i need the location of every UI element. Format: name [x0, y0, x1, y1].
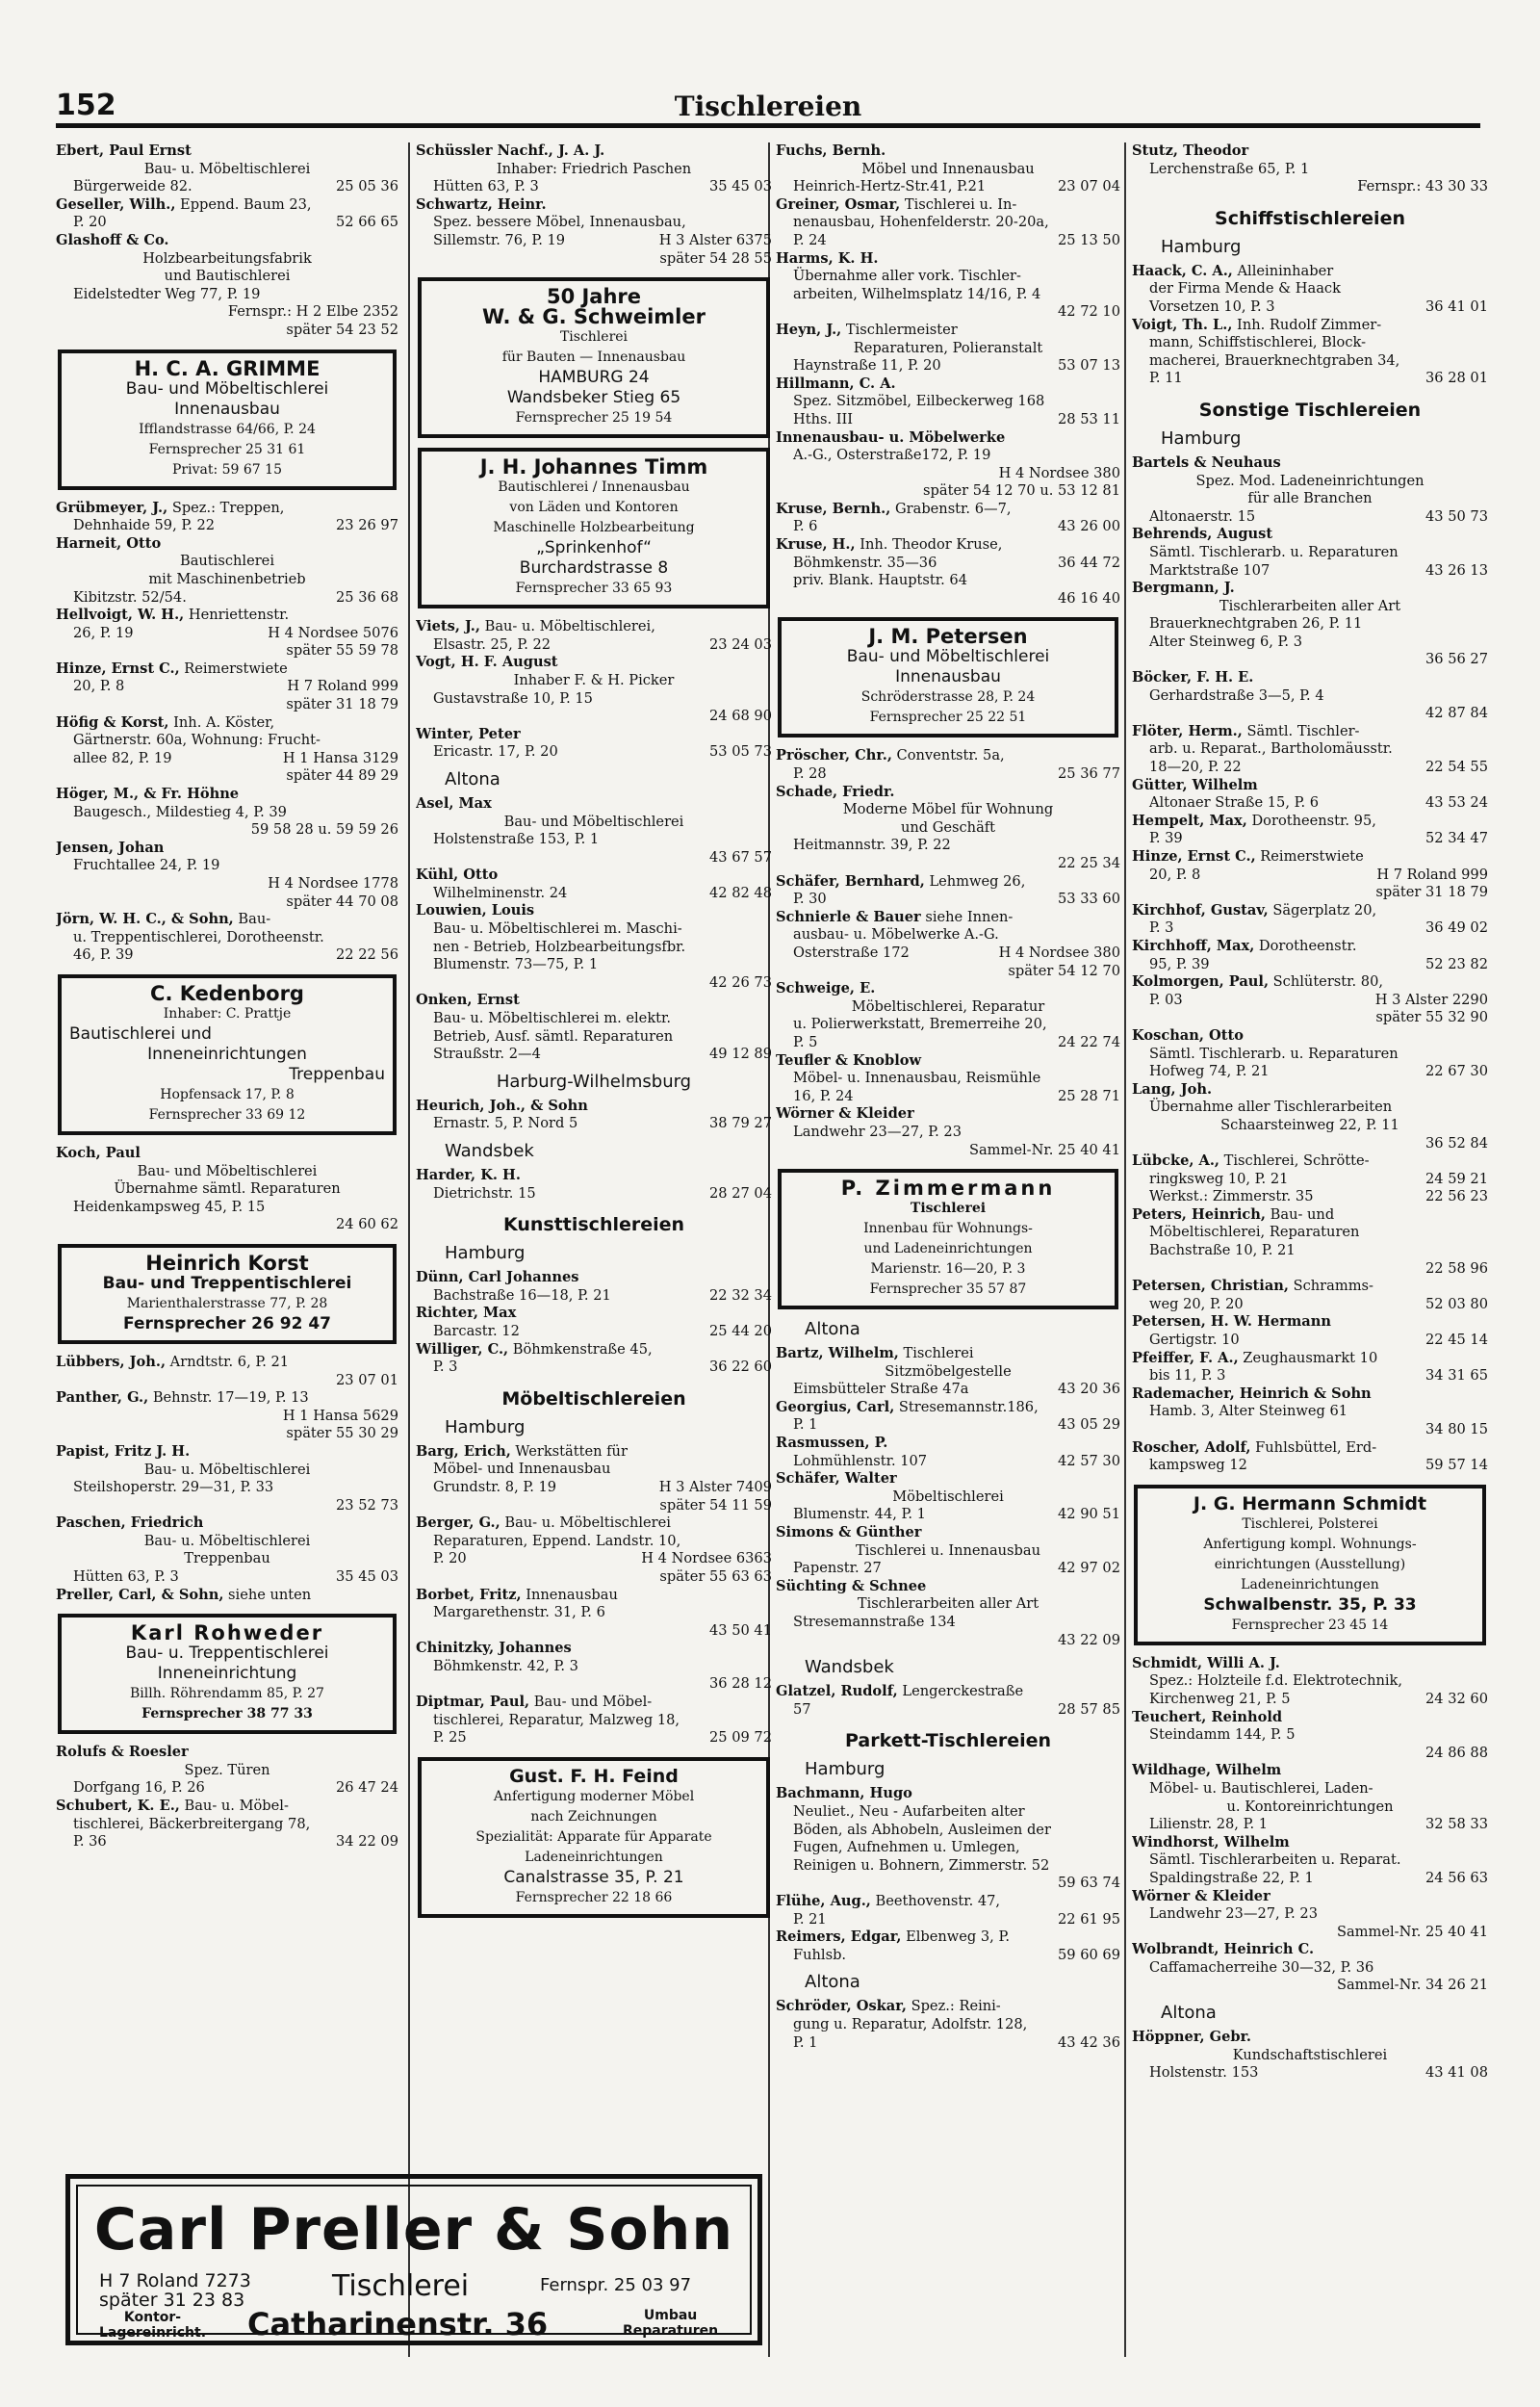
listing: Höger, M., & Fr. Höhne Baugesch., Mildestieg 4, P. 39 59 58 28 u. 59 59 26: [56, 786, 398, 839]
listing: Roscher, Adolf, Fuhlsbüttel, Erd- kampsweg 12 59 57 14: [1132, 1438, 1488, 1474]
listing: Williger, C., Böhmkenstraße 45, P. 3 36 22 60: [416, 1340, 772, 1376]
page-number: 152: [56, 89, 116, 122]
listing: Lang, Joh. Übernahme aller Tischlerarbeiten Schaarsteinweg 22, P. 11 36 52 84: [1132, 1080, 1488, 1152]
listing: Schäfer, Walter Möbeltischlerei Blumenstr. 44, P. 1 42 90 51: [776, 1470, 1120, 1523]
listing: Petersen, Christian, Schramms- weg 20, P. 20 52 03 80: [1132, 1278, 1488, 1312]
listing: Bergmann, J. Tischlerarbeiten aller Art Brauerknechtgraben 26, P. 11 Alter Steinweg 6, P. 3 36 56 27: [1132, 580, 1488, 668]
listing: Rademacher, Heinrich & Sohn Hamb. 3, Alter Steinweg 61 34 80 15: [1132, 1385, 1488, 1437]
listing: Hillmann, C. A. Spez. Sitzmöbel, Eilbeckerweg 168 Hths. III 28 53 11: [776, 375, 1120, 427]
listing: Pröscher, Chr., Conventstr. 5a, P. 28 25 36 77: [776, 747, 1120, 783]
subheading-hamburg: Hamburg: [805, 1759, 886, 1780]
listing: Barg, Erich, Werkstätten für Möbel- und Innenausbau Grundstr. 8, P. 19 H 3 Alster 7409 später 54 11 59: [416, 1442, 772, 1514]
listing: Geseller, Wilh., Eppend. Baum 23, P. 20 52 66 65: [56, 195, 398, 231]
subheading-wandsbek: Wandsbek: [445, 1141, 534, 1161]
ad-box: C. Kedenborg Inhaber: C. Prattje Bautischlerei und Inneneinrichtungen Treppenbau Hopfensack 17, P. 8 Fernsprecher 33 69 12: [58, 974, 397, 1135]
listing: Borbet, Fritz, Innenausbau Margarethenstr. 31, P. 6 43 50 41: [416, 1586, 772, 1639]
listing: Schubert, K. E., Bau- u. Möbel- tischlerei, Bäckerbreitergang 78, P. 36 34 22 09: [56, 1798, 398, 1851]
listing: Harms, K. H. Übernahme aller vork. Tischler- arbeiten, Wilhelmsplatz 14/16, P. 4 42 72 10: [776, 249, 1120, 321]
listing: Richter, Max Barcastr. 12 25 44 20: [416, 1305, 772, 1339]
ad-box: H. C. A. GRIMME Bau- und Möbeltischlerei Innenausbau Ifflandstrasse 64/66, P. 24 Fernsprecher 25 31 61 Privat: 59 67 15: [58, 349, 397, 490]
listing: Behrends, August Sämtl. Tischlerarb. u. Reparaturen Marktstraße 107 43 26 13: [1132, 526, 1488, 579]
listing: Pfeiffer, F. A., Zeughausmarkt 10 bis 11, P. 3 34 31 65: [1132, 1349, 1488, 1385]
listing: Ebert, Paul Ernst Bau- u. Möbeltischlerei Bürgerweide 82. 25 05 36: [56, 142, 398, 195]
listing: Panther, G., Behnstr. 17—19, P. 13 H 1 Hansa 5629 später 55 30 29: [56, 1389, 398, 1442]
column-divider: [408, 142, 410, 2357]
subheading-hamburg: Hamburg: [1161, 427, 1242, 449]
listing: Chinitzky, Johannes Böhmkenstr. 42, P. 3 36 28 12: [416, 1640, 772, 1693]
listing: Bartels & Neuhaus Spez. Mod. Ladeneinrichtungen für alle Branchen Altonaerstr. 15 43 50 73: [1132, 453, 1488, 525]
subheading-altona: Altona: [445, 768, 500, 789]
ad-box: J. H. Johannes Timm Bautischlerei / Innenausbau von Läden und Kontoren Maschinelle Holzbearbeitung „Sprinkenhof“ Burchardstrasse 8 Fernsprecher 33 65 93: [418, 448, 770, 608]
listing: Dünn, Carl Johannes Bachstraße 16—18, P. 21 22 32 34: [416, 1269, 772, 1304]
listing: Kirchhof, Gustav, Sägerplatz 20, P. 3 36 49 02: [1132, 901, 1488, 937]
listing: Heyn, J., Tischlermeister Reparaturen, Polieranstalt Haynstraße 11, P. 20 53 07 13: [776, 321, 1120, 375]
listing: Schröder, Oskar, Spez.: Reini- gung u. Reparatur, Adolfstr. 128, P. 1 43 42 36: [776, 1998, 1120, 2051]
listing: Gütter, Wilhelm Altonaer Straße 15, P. 6 43 53 24: [1132, 776, 1488, 812]
ad-box: 50 Jahre W. & G. Schweimler Tischlerei für Bauten — Innenausbau HAMBURG 24 Wandsbeker Stieg 65 Fernsprecher 25 19 54: [418, 277, 770, 438]
listing: Grübmeyer, J., Spez.: Treppen, Dehnhaide 59, P. 22 23 26 97: [56, 499, 398, 534]
listing: Preller, Carl, & Sohn, siehe unten: [56, 1586, 312, 1603]
listing: Innenausbau- u. Möbelwerke A.-G., Osterstraße172, P. 19 H 4 Nordsee 380 später 54 12 70 u. 53 12 81: [776, 428, 1120, 500]
section-heading: Schiffstischlereien: [1215, 207, 1405, 229]
ad-phone: Fernspr. 25 03 97: [540, 2275, 692, 2295]
subheading-hamburg: Hamburg: [445, 1416, 526, 1437]
page-header: [56, 89, 1480, 121]
listing: Glatzel, Rudolf, Lengerckestraße 57 28 57 85: [776, 1683, 1120, 1718]
listing: Haack, C. A., Alleininhaber der Firma Mende & Haack Vorsetzen 10, P. 3 36 41 01: [1132, 262, 1488, 315]
subheading-altona: Altona: [805, 1972, 860, 1993]
listing: Asel, Max Bau- und Möbeltischlerei Holstenstraße 153, P. 1 43 67 57: [416, 794, 772, 866]
listing: Höfig & Korst, Inh. A. Köster, Gärtnerstr. 60a, Wohnung: Frucht- allee 82, P. 19 H 1 Hansa 3129 später 44 89 29: [56, 713, 398, 785]
ad-box: P. Zimmermann Tischlerei Innenbau für Wohnungs- und Ladeneinrichtungen Marienstr. 16—20, P. 3 Fernsprecher 35 57 87: [778, 1169, 1118, 1309]
ad-box: Heinrich Korst Bau- und Treppentischlerei Marienthalerstrasse 77, P. 28 Fernsprecher 26 92 47: [58, 1244, 397, 1344]
ad-inner-frame: [76, 2185, 752, 2342]
listing: Hinze, Ernst C., Reimerstwiete 20, P. 8 H 7 Roland 999 später 31 18 79: [56, 660, 398, 713]
listing: Fuchs, Bernh. Möbel und Innenausbau Heinrich-Hertz-Str.41, P.21 23 07 04: [776, 142, 1120, 195]
listing: Schade, Friedr. Moderne Möbel für Wohnung und Geschäft Heitmannstr. 39, P. 22 22 25 34: [776, 783, 1120, 871]
listing: Hempelt, Max, Dorotheenstr. 95, P. 39 52 34 47: [1132, 812, 1488, 847]
listing: Papist, Fritz J. H. Bau- u. Möbeltischlerei Steilshoperstr. 29—31, P. 33 23 52 73: [56, 1442, 398, 1514]
section-heading: Sonstige Tischlereien: [1198, 399, 1422, 421]
listing: Heurich, Joh., & Sohn Ernastr. 5, P. Nord 5 38 79 27: [416, 1097, 772, 1132]
listing: Lübbers, Joh., Arndtstr. 6, P. 21 23 07 01: [56, 1353, 398, 1388]
listing: Wildhage, Wilhelm Möbel- u. Bautischlerei, Laden- u. Kontoreinrichtungen Lilienstr. 28, P. 1 32 58 33: [1132, 1762, 1488, 1833]
column-1: [56, 142, 398, 2155]
section-heading: Parkett-Tischlereien: [844, 1730, 1052, 1752]
listing: Kühl, Otto Wilhelminenstr. 24 42 82 48: [416, 867, 772, 901]
listing: Böcker, F. H. E. Gerhardstraße 3—5, P. 4 42 87 84: [1132, 669, 1488, 722]
subheading-hamburg: Hamburg: [445, 1243, 526, 1264]
listing: Kruse, H., Inh. Theodor Kruse, Böhmkenstr. 35—36 36 44 72 priv. Blank. Hauptstr. 64 46 16 40: [776, 536, 1120, 607]
column-2: [416, 142, 772, 2203]
listing: Schnierle & Bauer siehe Innen- ausbau- u. Möbelwerke A.-G. Osterstraße 172 H 4 Nordsee 380 später 54 12 70: [776, 908, 1120, 979]
listing: Lübcke, A., Tischlerei, Schrötte- ringksweg 10, P. 21 24 59 21 Werkst.: Zimmerstr. 35 22 56 23: [1132, 1152, 1488, 1205]
listing: Paschen, Friedrich Bau- u. Möbeltischlerei Treppenbau Hütten 63, P. 3 35 45 03: [56, 1514, 398, 1586]
listing: Kolmorgen, Paul, Schlüterstr. 80, P. 03 H 3 Alster 2290 später 55 32 90: [1132, 973, 1488, 1026]
listing: Voigt, Th. L., Inh. Rudolf Zimmer- mann, Schiffstischlerei, Block- macherei, Brauerknechtgraben 34, P. 11 36 28 01: [1132, 316, 1488, 387]
listing: Kruse, Bernh., Grabenstr. 6—7, P. 6 43 26 00: [776, 500, 1120, 535]
listing: Petersen, H. W. Hermann Gertigstr. 10 22 45 14: [1132, 1313, 1488, 1349]
listing: Bachmann, Hugo Neuliet., Neu - Aufarbeiten alter Böden, als Abhobeln, Ausleimen der Fugen, Aufnehmen u. Umlegen, Reinigen u. Bohnern, Zimmerstr. 52 59 63 74: [776, 1785, 1120, 1892]
listing: Winter, Peter Ericastr. 17, P. 20 53 05 73: [416, 725, 772, 761]
listing: Höppner, Gebr. Kundschaftstischlerei Holstenstr. 153 43 41 08: [1132, 2029, 1488, 2082]
listing: Kirchhoff, Max, Dorotheenstr. 95, P. 39 52 23 82: [1132, 937, 1488, 972]
ad-phone-block: H 7 Roland 7273 später 31 23 83: [99, 2270, 251, 2311]
listing: Süchting & Schnee Tischlerarbeiten aller Art Stresemannstraße 134 43 22 09: [776, 1577, 1120, 1648]
ad-box: J. G. Hermann Schmidt Tischlerei, Polsterei Anfertigung kompl. Wohnungs- einrichtungen (Ausstellung) Ladeneinrichtungen Schwalbenstr. 35, P. 33 Fernsprecher 23 45 14: [1134, 1485, 1486, 1645]
column-4: [1132, 142, 1488, 2395]
listing: Rolufs & Roesler Spez. Türen Dorfgang 16, P. 26 26 47 24: [56, 1744, 398, 1797]
listing: Viets, J., Bau- u. Möbeltischlerei, Elsastr. 25, P. 22 23 24 03: [416, 618, 772, 653]
listing: Bartz, Wilhelm, Tischlerei Sitzmöbelgestelle Eimsbütteler Straße 47a 43 20 36: [776, 1345, 1120, 1398]
listing: Berger, G., Bau- u. Möbeltischlerei Reparaturen, Eppend. Landstr. 10, P. 20 H 4 Nordsee 6363 später 55 63 63: [416, 1514, 772, 1585]
subheading-wandsbek: Wandsbek: [805, 1657, 894, 1678]
ad-trade: Tischlerei: [332, 2269, 470, 2303]
listing: Glashoff & Co. Holzbearbeitungsfabrik und Bautischlerei Eidelstedter Weg 77, P. 19 Fernspr.: H 2 Elbe 2352 später 54 23 52: [56, 231, 398, 338]
section-heading: Möbeltischlereien: [501, 1387, 686, 1410]
ad-right-note: Umbau Reparaturen: [623, 2308, 719, 2339]
ad-left-note: Kontor- Lagereinricht.: [99, 2310, 207, 2341]
subheading-hamburg: Hamburg: [1161, 236, 1242, 257]
subheading-harburg: Harburg-Wilhelmsburg: [496, 1071, 692, 1092]
listing: Peters, Heinrich, Bau- und Möbeltischlerei, Reparaturen Bachstraße 10, P. 21 22 58 96: [1132, 1205, 1488, 1277]
listing: Teuchert, Reinhold Steindamm 144, P. 5 24 86 88: [1132, 1708, 1488, 1761]
ad-address: Catharinenstr. 36: [247, 2306, 549, 2342]
listing: Louwien, Louis Bau- u. Möbeltischlerei m. Maschi- nen - Betrieb, Holzbearbeitungsfbr. Blumenstr. 73—75, P. 1 42 26 73: [416, 902, 772, 991]
column-divider: [1124, 142, 1126, 2357]
listing: Harneit, Otto Bautischlerei mit Maschinenbetrieb Kibitzstr. 52/54. 25 36 68: [56, 534, 398, 606]
listing: Flühe, Aug., Beethovenstr. 47, P. 21 22 61 95: [776, 1892, 1120, 1928]
listing: Jörn, W. H. C., & Sohn, Bau- u. Treppentischlerei, Dorotheenstr. 46, P. 39 22 22 56: [56, 911, 398, 964]
listing: Georgius, Carl, Stresemannstr.186, P. 1 43 05 29: [776, 1398, 1120, 1434]
ad-box: Gust. F. H. Feind Anfertigung moderner Möbel nach Zeichnungen Spezialität: Apparate für Apparate Ladeneinrichtungen Canalstrasse 35, P. 21 Fernsprecher 22 18 66: [418, 1757, 770, 1918]
preller-advertisement: [65, 2174, 762, 2345]
listing: Koch, Paul Bau- und Möbeltischlerei Übernahme sämtl. Reparaturen Heidenkampsweg 45, P. 15 24 60 62: [56, 1144, 398, 1233]
listing: Wolbrandt, Heinrich C. Caffamacherreihe 30—32, P. 36 Sammel-Nr. 34 26 21: [1132, 1941, 1488, 1994]
listing: Flöter, Herm., Sämtl. Tischler- arb. u. Reparat., Bartholomäusstr. 18—20, P. 22 22 54 55: [1132, 722, 1488, 776]
subheading-altona: Altona: [805, 1319, 860, 1340]
listing: Schäfer, Bernhard, Lehmweg 26, P. 30 53 33 60: [776, 872, 1120, 908]
ad-company-name: Carl Preller & Sohn: [93, 2196, 734, 2264]
listing: Rasmussen, P. Lohmühlenstr. 107 42 57 30: [776, 1435, 1120, 1469]
listing: Schüssler Nachf., J. A. J. Inhaber: Friedrich Paschen Hütten 63, P. 3 35 45 03: [416, 142, 772, 195]
listing: Hellvoigt, W. H., Henriettenstr. 26, P. 19 H 4 Nordsee 5076 später 55 59 78: [56, 607, 398, 660]
listing: Windhorst, Wilhelm Sämtl. Tischlerarbeiten u. Reparat. Spaldingstraße 22, P. 1 24 56 63: [1132, 1833, 1488, 1886]
listing: Onken, Ernst Bau- u. Möbeltischlerei m. elektr. Betrieb, Ausf. sämtl. Reparaturen Straußstr. 2—4 49 12 89: [416, 992, 772, 1063]
listing: Schwartz, Heinr. Spez. bessere Möbel, Innenausbau, Sillemstr. 76, P. 19 H 3 Alster 6375 später 54 28 55: [416, 195, 772, 267]
subheading-altona: Altona: [1161, 2003, 1217, 2024]
listing: Hinze, Ernst C., Reimerstwiete 20, P. 8 H 7 Roland 999 später 31 18 79: [1132, 848, 1488, 901]
ad-box: J. M. Petersen Bau- und Möbeltischlerei Innenausbau Schröderstrasse 28, P. 24 Fernsprecher 25 22 51: [778, 617, 1118, 738]
listing: Simons & Günther Tischlerei u. Innenausbau Papenstr. 27 42 97 02: [776, 1524, 1120, 1577]
listing: Greiner, Osmar, Tischlerei u. In- nenausbau, Hohenfelderstr. 20-20a, P. 24 25 13 50: [776, 195, 1120, 248]
listing: Vogt, H. F. August Inhaber F. & H. Picker Gustavstraße 10, P. 15 24 68 90: [416, 654, 772, 725]
listing: Teufler & Knoblow Möbel- u. Innenausbau, Reismühle 16, P. 24 25 28 71: [776, 1051, 1120, 1104]
listing: Koschan, Otto Sämtl. Tischlerarb. u. Reparaturen Hofweg 74, P. 21 22 67 30: [1132, 1026, 1488, 1080]
listing: Wörner & Kleider Landwehr 23—27, P. 23 Sammel-Nr. 25 40 41: [776, 1105, 1120, 1158]
listing: Wörner & Kleider Landwehr 23—27, P. 23 Sammel-Nr. 25 40 41: [1132, 1887, 1488, 1940]
listing: Schweige, E. Möbeltischlerei, Reparatur u. Polierwerkstatt, Bremerreihe 20, P. 5 24 22 74: [776, 980, 1120, 1050]
listing: Harder, K. H. Dietrichstr. 15 28 27 04: [416, 1167, 772, 1202]
listing: Diptmar, Paul, Bau- und Möbel- tischlerei, Reparatur, Malzweg 18, P. 25 25 09 72: [416, 1694, 772, 1747]
listing: Reimers, Edgar, Elbenweg 3, P. Fuhlsb. 59 60 69: [776, 1928, 1120, 1963]
ad-box: Karl Rohweder Bau- u. Treppentischlerei Inneneinrichtung Billh. Röhrendamm 85, P. 27 Fernsprecher 38 77 33: [58, 1614, 397, 1734]
listing: Stutz, Theodor Lerchenstraße 65, P. 1 Fernspr.: 43 30 33: [1132, 142, 1488, 195]
section-heading: Kunsttischlereien: [502, 1214, 685, 1236]
page-title: Tischlereien: [674, 91, 862, 122]
listing: Jensen, Johan Fruchtallee 24, P. 19 H 4 Nordsee 1778 später 44 70 08: [56, 839, 398, 910]
header-rule: [56, 123, 1480, 128]
column-3: [776, 142, 1120, 2395]
listing: Schmidt, Willi A. J. Spez.: Holzteile f.d. Elektrotechnik, Kirchenweg 21, P. 5 24 32 60: [1132, 1654, 1488, 1707]
